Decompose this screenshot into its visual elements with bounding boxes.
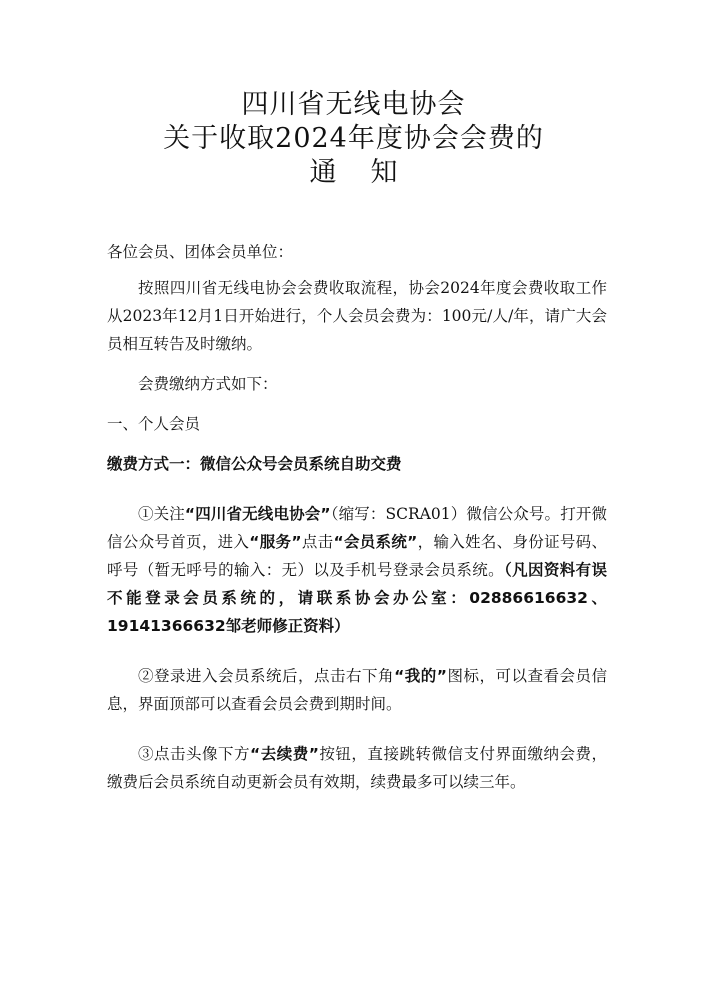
step-1-service-label: “服务” <box>249 533 302 551</box>
title-line-2: 关于收取2024年度协会会费的 <box>163 123 544 154</box>
step-1-member-system-label: “会员系统” <box>333 533 418 551</box>
step-2-paragraph <box>107 662 607 718</box>
step-3-paragraph <box>107 740 607 796</box>
intro-paragraph: 按照四川省无线电协会会费收取流程，协会2024年度会费收取工作从2023年12月1日开始进行，个人会员会费为：100元/人/年，请广大会员相互转告及时缴纳。 <box>107 279 607 353</box>
method-1-title: 缴费方式一：微信公众号会员系统自助交费 <box>107 455 402 473</box>
step-1-text-c: （缩写：SCRA01）微信公众号。打开微信公众号首页，进入 <box>107 505 607 551</box>
salutation: 各位会员、团体会员单位： <box>107 243 294 261</box>
methods-intro: 会费缴纳方式如下： <box>138 375 278 393</box>
title-char-tong: 通 <box>309 157 337 188</box>
step-3-text-c: 按钮，直接跳转微信支付界面缴纳会费，缴费后会员系统自动更新会员有效期，续费最多可以续三年。 <box>107 745 607 791</box>
step-1-text-a: ①关注 <box>138 505 185 523</box>
title-line-3 <box>0 156 707 190</box>
step-1-text-e: 点击 <box>301 533 334 551</box>
step-2-mine-label: “我的” <box>394 667 447 685</box>
notice-body <box>107 238 607 796</box>
step-1-text-g: ，输入姓名、身份证号码、呼号（暂无呼号的输入：无）以及手机号登录会员系统。 <box>107 533 607 579</box>
step-1-contact-note: （凡因资料有误不能登录会员系统的，请联系协会办公室：02886616632、19141366632邹老师修正资料） <box>107 561 607 635</box>
step-1-paragraph <box>107 500 607 640</box>
step-3-text-a: ③点击头像下方 <box>138 745 251 763</box>
step-2-text-c: 图标，可以查看会员信息，界面顶部可以查看会员会费到期时间。 <box>107 667 607 713</box>
step-1-account-name: “四川省无线电协会” <box>184 505 331 523</box>
section-individual-members: 一、个人会员 <box>107 415 201 433</box>
step-3-renew-label: “去续费” <box>250 745 319 763</box>
title-line-1: 四川省无线电协会 <box>241 89 466 120</box>
notice-title <box>0 88 707 190</box>
step-2-text-a: ②登录进入会员系统后，点击右下角 <box>138 667 395 685</box>
title-char-zhi: 知 <box>370 157 398 188</box>
